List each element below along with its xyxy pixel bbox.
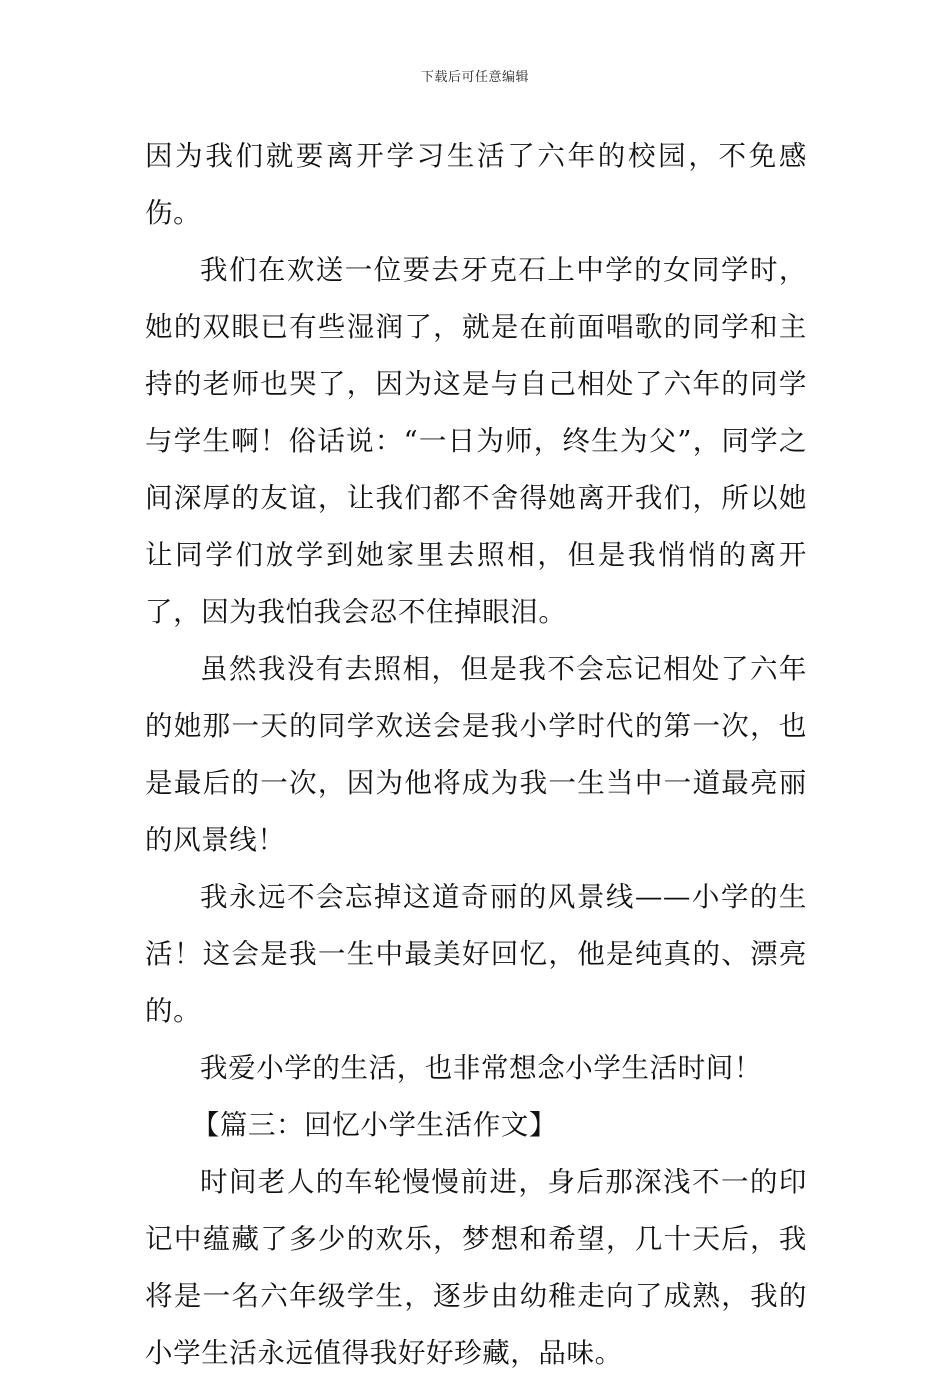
paragraph-3: 虽然我没有去照相，但是我不会忘记相处了六年的她那一天的同学欢送会是我小学时代的第一次，也是最后的一次，因为他将成为我一生当中一道最亮丽的风景线！ [145,653,807,856]
paragraph-2: 我们在欢送一位要去牙克石上中学的女同学时，她的双眼已有些湿润了，就是在前面唱歌的同学和主持的老师也哭了，因为这是与自己相处了六年的同学与学生啊！俗话说：“一日为师，终生为父”，同学之间深厚的友谊，让我们都不舍得她离开我们，所以她让同学们放学到她家里去照相，但是我悄悄的离开了，因为我怕我会忍不住掉眼泪。 [145,254,807,628]
paragraph-6: 时间老人的车轮慢慢前进，身后那深浅不一的印记中蕴藏了多少的欢乐，梦想和希望，几十天后，我将是一名六年级学生，逐步由幼稚走向了成熟，我的小学生活永远值得我好好珍藏，品味。 [145,1166,807,1369]
page-header-note: 下载后可任意编辑 [420,70,529,85]
paragraph-1: 因为我们就要离开学习生活了六年的校园，不免感伤。 [145,140,807,229]
paragraph-5: 我爱小学的生活，也非常想念小学生活时间！ [200,1052,762,1084]
paragraph-4: 我永远不会忘掉这道奇丽的风景线——小学的生活！这会是我一生中最美好回忆，他是纯真的、漂亮的。 [145,881,807,1027]
section-heading: 【篇三：回忆小学生活作文】 [191,1109,558,1141]
document-body [145,128,807,1382]
